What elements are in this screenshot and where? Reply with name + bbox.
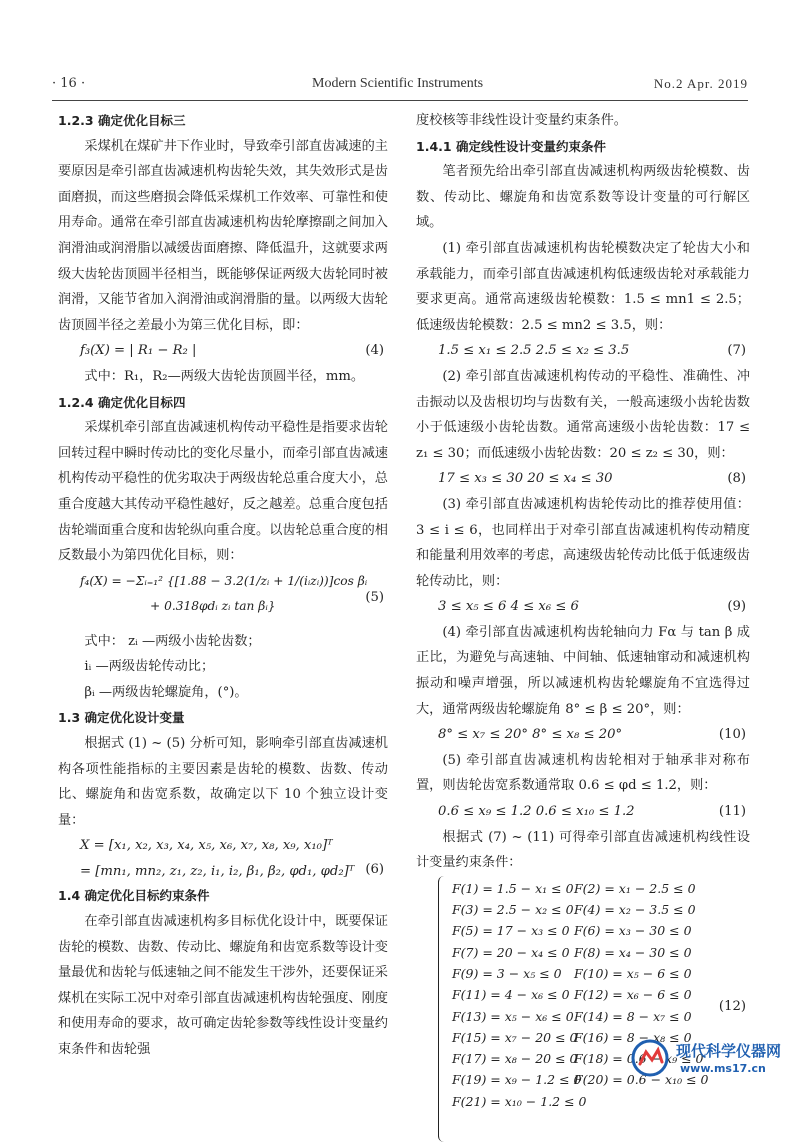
page-number: · 16 ·: [52, 76, 86, 91]
paragraph-linear-constraints: 笔者预先给出牵引部直齿减速机构两级齿轮模数、齿数、传动比、螺旋角和齿宽系数等设计变量的可行解区域。: [416, 164, 750, 231]
page-header: [52, 76, 748, 98]
equation-4-number: (4): [365, 343, 384, 359]
constraint-expression: F(19) = x₉ − 1.2 ≤ 0: [452, 1072, 582, 1088]
equation-9-body: 3 ≤ x₅ ≤ 6 4 ≤ x₆ ≤ 6: [438, 599, 579, 615]
watermark: [620, 1034, 798, 1082]
issue-info: No.2 Apr. 2019: [653, 76, 748, 91]
where-clause-5b: iᵢ —两级齿轮传动比；: [84, 659, 215, 675]
journal-name: Modern Scientific Instruments: [312, 76, 484, 91]
constraint-row: [452, 984, 696, 1005]
left-brace: [438, 876, 447, 1142]
equation-12: [438, 876, 750, 1144]
constraint-item-4: (4) 牵引部直齿减速机构齿轮轴向力 Fα 与 tan β 成正比，为避免与高速轴、中间轴、低速轴窜动和减速机构振动和噪声增强，所以减速机构齿轮螺旋角不宜选得过大，通常两级齿轮螺旋角 8° ≤ β ≤ 20°，则：: [416, 624, 750, 717]
constraint-expression: F(13) = x₅ − x₆ ≤ 0: [452, 1008, 574, 1024]
constraint-expression: F(20) = 0.6 − x₁₀ ≤ 0: [574, 1072, 709, 1088]
paragraph-constraints: 在牵引部直齿减速机构多目标优化设计中，既要保证齿轮的模数、齿数、传动比、螺旋角和齿宽系数等设计变量最优和齿轮与低速轴之间不能发生干涉外，还要保证采煤机在实际工况中对牵引部直齿减速机构齿轮强度、刚度和使用寿命的要求，故可确定齿轮参数等线性设计变量约束条件和齿轮强: [58, 914, 388, 1057]
equation-4-body: f₃(X) = | R₁ − R₂ |: [80, 343, 197, 359]
where-clause-5c: βᵢ —两级齿轮螺旋角，(°)。: [84, 684, 248, 700]
paragraph-continuation: 度校核等非线性设计变量约束条件。: [416, 113, 627, 128]
constraint-expression: F(11) = 4 − x₆ ≤ 0: [452, 987, 570, 1003]
where-clause-4: 式中：R₁，R₂—两级大齿轮齿顶圆半径，mm。: [84, 368, 365, 384]
equation-11-body: 0.6 ≤ x₉ ≤ 1.2 0.6 ≤ x₁₀ ≤ 1.2: [438, 804, 635, 820]
section-heading-1-2-4: 1.2.4 确定优化目标四: [58, 394, 186, 410]
right-column: [416, 108, 750, 1144]
constraint-expression: F(17) = x₈ − 20 ≤ 0: [452, 1051, 578, 1067]
equation-10-number: (10): [718, 727, 746, 743]
equation-5-line-2: + 0.318φdᵢ zᵢ tan βᵢ}: [150, 599, 276, 614]
constraint-expression: F(14) = 8 − x₇ ≤ 0: [574, 1008, 692, 1024]
constraint-row: [452, 920, 696, 941]
section-heading-1-4: 1.4 确定优化目标约束条件: [58, 888, 210, 904]
constraint-expression: F(6) = x₃ − 30 ≤ 0: [574, 923, 692, 939]
equation-6-number: (6): [365, 862, 384, 878]
equation-6-line-2: = [mn₁, mn₂, z₁, z₂, i₁, i₂, β₁, β₂, φd₁, φd₂]ᵀ: [80, 864, 355, 880]
equation-7: [416, 338, 750, 364]
constraint-expression: F(5) = 17 − x₃ ≤ 0: [452, 923, 570, 939]
header-rule: [52, 100, 748, 101]
constraint-item-3: (3) 牵引部直齿减速机构齿轮传动比的推荐使用值：3 ≤ i ≤ 6，也同样出于对牵引部直齿减速机构传动精度和能量利用效率的考虑，高速级齿轮传动比低于低速级齿轮传动比，则：: [416, 496, 750, 589]
constraint-row: [452, 1091, 696, 1112]
constraint-expression: F(3) = 2.5 − x₂ ≤ 0: [452, 902, 574, 918]
constraint-expression: F(18) = 0.6 − x₉ ≤ 0: [574, 1051, 704, 1067]
constraint-expression: F(1) = 1.5 − x₁ ≤ 0: [452, 880, 574, 896]
constraint-expression: F(10) = x₅ − 6 ≤ 0: [574, 966, 692, 981]
constraint-expression: F(4) = x₂ − 3.5 ≤ 0: [574, 902, 696, 918]
section-heading-1-3: 1.3 确定优化设计变量: [58, 710, 185, 726]
equation-12-number: (12): [718, 998, 746, 1014]
paragraph-design-variables: 根据式 (1) ~ (5) 分析可知，影响牵引部直齿减速机构各项性能指标的主要因素是齿轮的模数、齿数、传动比、螺旋角和齿宽系数，故确定以下 10 个独立设计变量：: [58, 736, 388, 828]
equation-7-number: (7): [727, 343, 746, 359]
constraint-item-1: (1) 牵引部直齿减速机构齿轮模数决定了轮齿大小和承载能力，而牵引部直齿减速机构低速级齿轮对承载能力要求更高。通常高速级齿轮模数：1.5 ≤ mn1 ≤ 2.5；低速级齿轮模数：2.5 ≤ mn2 ≤ 3.5，则：: [416, 240, 750, 333]
paragraph-after-equations: 根据式 (7) ~ (11) 可得牵引部直齿减速机构线性设计变量约束条件：: [416, 829, 750, 871]
constraint-row: [452, 963, 696, 984]
constraint-expression: F(12) = x₆ − 6 ≤ 0: [574, 987, 692, 1003]
equation-4: [58, 338, 388, 364]
equation-11: [416, 799, 750, 825]
left-column: [58, 108, 388, 1063]
constraint-row: [452, 899, 696, 920]
constraint-item-5: (5) 牵引部直齿减速机构齿轮相对于轴承非对称布置，则齿轮齿宽系数通常取 0.6 ≤ φd ≤ 1.2，则：: [416, 752, 750, 794]
constraint-expression: F(7) = 20 − x₄ ≤ 0: [452, 944, 570, 960]
equation-6-line-1: X = [x₁, x₂, x₃, x₄, x₅, x₆, x₇, x₈, x₉, x₁₀]ᵀ: [80, 838, 333, 854]
constraint-expression: F(9) = 3 − x₅ ≤ 0: [452, 966, 562, 981]
paragraph-objective-3: 采煤机在煤矿井下作业时，导致牵引部直齿减速的主要原因是牵引部直齿减速机构齿轮失效，其失效形式是齿面磨损，而这些磨损会降低采煤机工作效率、可靠性和使用寿命。通常在牵引部直齿减速机构齿轮摩擦副之间加入润滑油或润滑脂以减缓齿面磨擦、降低温升，这就要求两级大齿轮齿顶圆半径相当，既能够保证两级大齿轮同时被润滑，又能节省加入润滑油或润滑脂的量。以两级大齿轮齿顶圆半径之差最小为第三优化目标，即：: [58, 138, 388, 333]
constraint-item-2: (2) 牵引部直齿减速机构传动的平稳性、准确性、冲击振动以及齿根切均与齿数有关，一般高速级小齿轮齿数小于低速级小齿轮齿数。通常高速级小齿轮齿数：17 ≤ z₁ ≤ 30；而低速级小齿轮齿数：20 ≤ z₂ ≤ 30，则：: [416, 368, 750, 461]
watermark-title: 现代科学仪器网: [676, 1042, 782, 1060]
constraint-expression: F(21) = x₁₀ − 1.2 ≤ 0: [452, 1093, 587, 1109]
constraint-row: [452, 1006, 696, 1027]
equation-6: [58, 833, 388, 883]
constraint-expression: F(2) = x₁ − 2.5 ≤ 0: [574, 880, 696, 896]
equation-9-number: (9): [727, 599, 746, 615]
paragraph-objective-4: 采煤机牵引部直齿减速机构传动平稳性是指要求齿轮回转过程中瞬时传动比的变化尽量小，而牵引部直齿减速机构传动平稳性的优劣取决于两级齿轮总重合度大小，总重合度越大其传动平稳性越好，反之越差。总重合度包括齿轮端面重合度和齿轮纵向重合度。以齿轮总重合度的相反数最小为第四优化目标，则：: [58, 420, 388, 564]
constraint-expression: F(8) = x₄ − 30 ≤ 0: [574, 944, 692, 960]
constraint-expression: F(16) = 8 − x₈ ≤ 0: [574, 1029, 692, 1045]
equation-5-number: (5): [365, 589, 384, 605]
equation-8: [416, 466, 750, 492]
watermark-url: www.ms17.cn: [680, 1062, 766, 1075]
equation-11-number: (11): [718, 804, 746, 820]
equation-10: [416, 722, 750, 748]
equation-5-line-1: f₄(X) = −Σᵢ₌₁² {[1.88 − 3.2(1/zᵢ + 1/(iᵢzᵢ))]cos βᵢ: [80, 573, 368, 588]
equation-8-number: (8): [727, 471, 746, 487]
equation-10-body: 8° ≤ x₇ ≤ 20° 8° ≤ x₈ ≤ 20°: [438, 727, 623, 743]
constraint-row: [452, 942, 696, 963]
equation-8-body: 17 ≤ x₃ ≤ 30 20 ≤ x₄ ≤ 30: [438, 471, 613, 487]
constraint-expression: F(15) = x₇ − 20 ≤ 0: [452, 1029, 578, 1045]
equation-7-body: 1.5 ≤ x₁ ≤ 2.5 2.5 ≤ x₂ ≤ 3.5: [438, 343, 630, 359]
equation-5: [58, 569, 388, 629]
constraint-row: [452, 878, 696, 899]
section-heading-1-2-3: 1.2.3 确定优化目标三: [58, 113, 186, 128]
equation-9: [416, 594, 750, 620]
where-clause-5a: 式中： zᵢ —两级小齿轮齿数；: [84, 633, 261, 649]
watermark-logo-icon: [630, 1038, 670, 1078]
section-heading-1-4-1: 1.4.1 确定线性设计变量约束条件: [416, 138, 606, 154]
